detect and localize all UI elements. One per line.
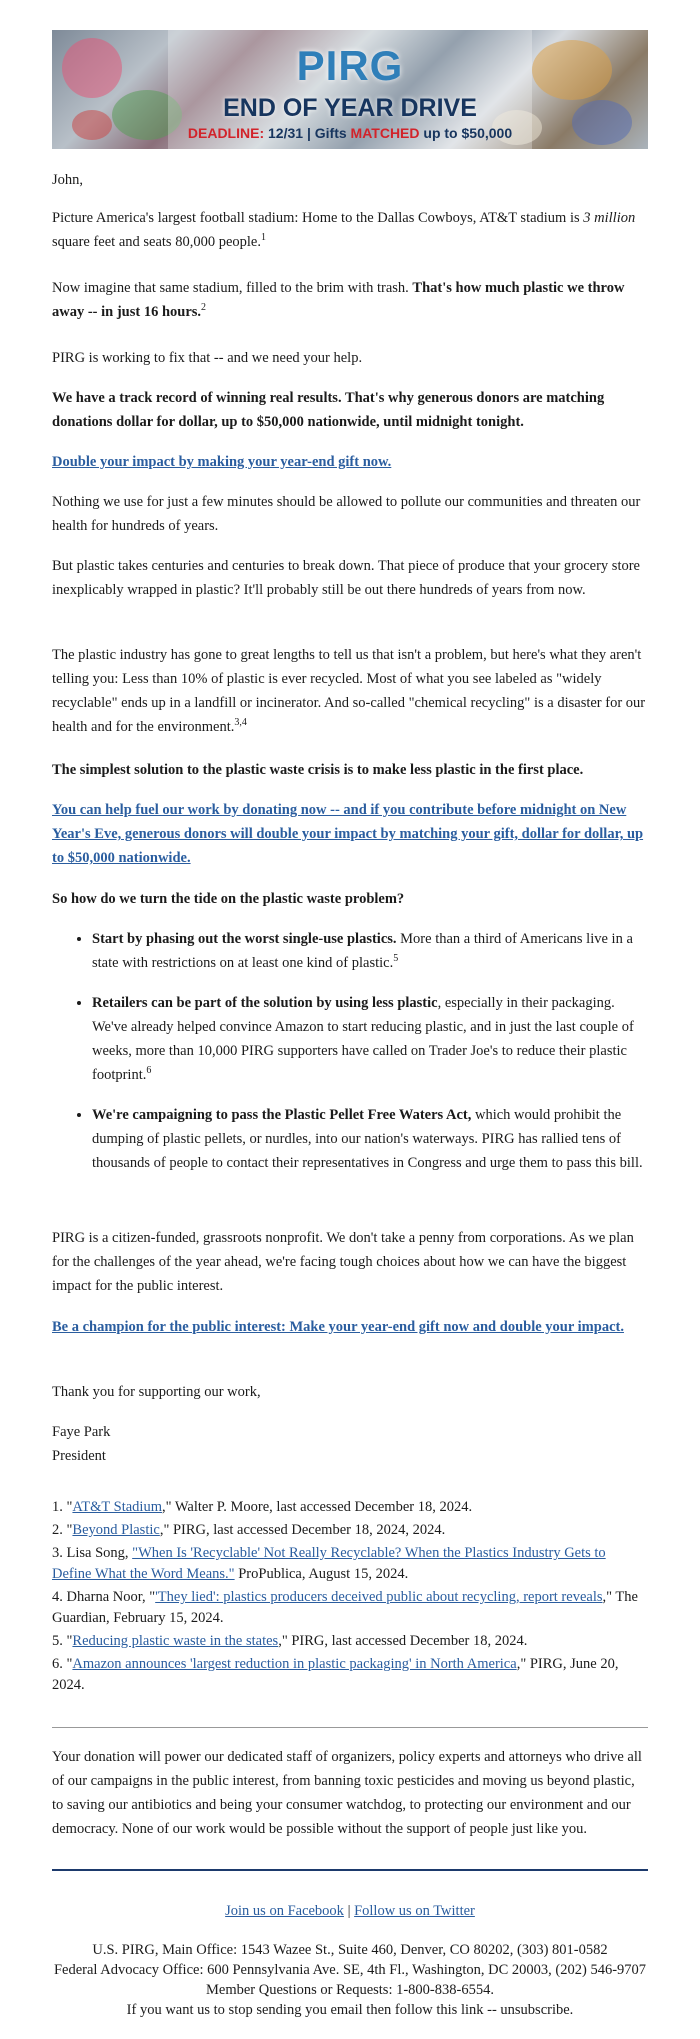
paragraph-industry: [52, 643, 648, 739]
paragraph-question: So how do we turn the tide on the plastic waste problem?: [52, 891, 405, 907]
signature-title: President: [52, 1448, 106, 1464]
banner-title: END OF YEAR DRIVE: [223, 94, 477, 122]
ref-text: 5. ": [52, 1633, 73, 1649]
text: Picture America's largest football stadium: Home to the Dallas Cowboys, AT&T stadium is: [52, 210, 584, 226]
bold-text: That's how much plastic we throw away -- in just 16 hours.: [52, 280, 625, 320]
references: [52, 1497, 648, 1698]
text: square feet and seats 80,000 people.: [52, 234, 261, 250]
deadline-separator: |: [306, 125, 311, 141]
signature: [52, 1420, 648, 1468]
text: The plastic industry has gone to great lengths to tell us that isn't a problem, but here's what they aren't telling you: Less than 10% of plastic is ever recycled. Most of what you see labeled as "widely recyclable" ends up in a landfill or incinerator. And so-called "chemical recycling" is a disaster for our health and for the environment.: [52, 647, 646, 735]
deadline-date: 12/31: [268, 125, 304, 141]
reference-item: [52, 1631, 648, 1652]
reference-link[interactable]: 'They lied': plastics producers deceived public about recycling, report reveals: [155, 1589, 603, 1605]
twitter-link[interactable]: Follow us on Twitter: [354, 1903, 475, 1919]
reference-item: [52, 1587, 648, 1629]
emphasis: 3 million: [583, 210, 636, 226]
gifts-label: Gifts: [314, 125, 347, 141]
reference-link[interactable]: Beyond Plastic: [72, 1522, 160, 1538]
list-item: [92, 927, 648, 975]
paragraph-stadium: [52, 206, 648, 254]
paragraph-trash: [52, 276, 648, 324]
paragraph-citizen-funded: PIRG is a citizen-funded, grassroots nonprofit. We don't take a penny from corporations. As we plan for the challenges of the year ahead, we're facing tough choices about how we can have the biggest impact for the public interest.: [52, 1230, 634, 1294]
ref-text: ," The Guardian, February 15, 2024.: [52, 1589, 638, 1626]
signature-name: Faye Park: [52, 1424, 111, 1440]
text: which would prohibit the dumping of plastic pellets, or nurdles, into our nation's waterways. PIRG has rallied tens of thousands of people to contact their representatives in Congress and urge them to pass this bill.: [92, 1107, 643, 1171]
divider: [52, 1727, 648, 1728]
footnote-ref: 1: [260, 232, 266, 244]
divider: [52, 1869, 648, 1871]
ref-text: ProPublica, August 15, 2024.: [234, 1566, 409, 1582]
reference-link[interactable]: Amazon announces 'largest reduction in plastic packaging' in North America: [72, 1656, 517, 1672]
paragraph-solution: The simplest solution to the plastic waste crisis is to make less plastic in the first place.: [52, 762, 584, 778]
donate-link[interactable]: Be a champion for the public interest: Make your year-end gift now and double your impact.: [52, 1319, 624, 1335]
banner-deadline: [52, 124, 648, 142]
donate-link-3-wrap: [52, 1315, 648, 1339]
member-questions: Member Questions or Requests: 1-800-838-6554.: [206, 1982, 494, 1998]
footer-separator: |: [347, 1903, 351, 1919]
footer-social: [40, 1901, 660, 1921]
closing-paragraph: Your donation will power our dedicated staff of organizers, policy experts and attorneys who drive all of our campaigns in the public interest, from banning toxic pesticides and moving us beyond plastic, to saving our antibiotics and being your consumer watchdog, to protecting our environment and our democracy. None of our work would be possible without the support of people just like you.: [52, 1749, 642, 1837]
bold-text: Start by phasing out the worst single-use plastics.: [92, 931, 397, 947]
reference-link[interactable]: AT&T Stadium: [72, 1499, 162, 1515]
list-item: [92, 991, 648, 1087]
bullet-list: [52, 927, 648, 1175]
bold-text: We're campaigning to pass the Plastic Pellet Free Waters Act,: [92, 1107, 472, 1123]
text: More than a third of Americans live in a state with restrictions on at least one kind of plastic.: [92, 931, 633, 971]
reference-item: [52, 1654, 648, 1696]
ref-text: ," PIRG, last accessed December 18, 2024, 2024.: [159, 1522, 446, 1538]
reference-link[interactable]: "When Is 'Recyclable' Not Really Recyclable? When the Plastics Industry Gets to Define What the Word Means.": [52, 1545, 606, 1582]
hero-banner[interactable]: [52, 30, 648, 149]
list-item: [92, 1103, 648, 1175]
ref-text: ," Walter P. Moore, last accessed December 18, 2024.: [161, 1499, 473, 1515]
federal-office: Federal Advocacy Office: 600 Pennsylvania Ave. SE, 4th Fl., Washington, DC 20003, (202) 546-9707: [53, 1962, 647, 1978]
donate-link[interactable]: You can help fuel our work by donating now -- and if you contribute before midnight on New Year's Eve, generous donors will double your impact by matching your gift, dollar for dollar, up to $50,000 nationwide.: [52, 802, 644, 866]
matched-label: MATCHED: [350, 125, 420, 141]
ref-text: 2. ": [52, 1522, 73, 1538]
reference-link[interactable]: Reducing plastic waste in the states: [72, 1633, 279, 1649]
footnote-ref: 5: [393, 953, 399, 965]
reference-item: [52, 1497, 648, 1518]
ref-text: ," PIRG, June 20, 2024.: [52, 1656, 619, 1693]
paragraph-help: PIRG is working to fix that -- and we need your help.: [52, 350, 363, 366]
greeting: John,: [52, 172, 84, 188]
match-amount: up to $50,000: [423, 125, 513, 141]
main-office: U.S. PIRG, Main Office: 1543 Wazee St., Suite 460, Denver, CO 80202, (303) 801-0582: [92, 1942, 608, 1958]
ref-text: 1. ": [52, 1499, 73, 1515]
ref-text: 4. Dharna Noor, ": [52, 1589, 156, 1605]
paragraph-thanks: Thank you for supporting our work,: [52, 1384, 261, 1400]
reference-item: [52, 1543, 648, 1585]
ref-text: ," PIRG, last accessed December 18, 2024.: [278, 1633, 528, 1649]
bold-text: Retailers can be part of the solution by using less plastic: [92, 995, 438, 1011]
deadline-label: DEADLINE:: [187, 125, 265, 141]
donate-link-2-wrap: [52, 798, 648, 870]
footnote-ref: 6: [146, 1065, 152, 1077]
reference-item: [52, 1520, 648, 1541]
footnote-ref: 2: [201, 302, 207, 314]
facebook-link[interactable]: Join us on Facebook: [225, 1903, 344, 1919]
paragraph-track-record: We have a track record of winning real results. That's why generous donors are matching donations dollar for dollar, up to $50,000 nationwide, until midnight tonight.: [52, 390, 605, 430]
donate-link[interactable]: Double your impact by making your year-end gift now.: [52, 454, 392, 470]
pirg-logo: PIRG: [296, 42, 404, 89]
text: , especially in their packaging. We've already helped convince Amazon to start reducing plastic, and in just the last couple of weeks, more than 10,000 PIRG supporters have called on Trader Joe's to reduce their plastic footprint.: [92, 995, 634, 1083]
ref-text: 6. ": [52, 1656, 73, 1672]
text: Now imagine that same stadium, filled to the brim with trash.: [52, 280, 413, 296]
footer-addresses: [40, 1940, 660, 2020]
unsubscribe-text[interactable]: If you want us to stop sending you email then follow this link -- unsubscribe.: [126, 2002, 574, 2018]
paragraph-pollute: Nothing we use for just a few minutes should be allowed to pollute our communities and threaten our health for hundreds of years.: [52, 494, 641, 534]
ref-text: 3. Lisa Song,: [52, 1545, 133, 1561]
footnote-ref: 3,4: [234, 717, 247, 729]
donate-link-1-wrap: [52, 450, 648, 474]
paragraph-centuries: But plastic takes centuries and centuries to break down. That piece of produce that your grocery store inexplicably wrapped in plastic? It'll probably still be out there hundreds of years from now.: [52, 558, 640, 598]
